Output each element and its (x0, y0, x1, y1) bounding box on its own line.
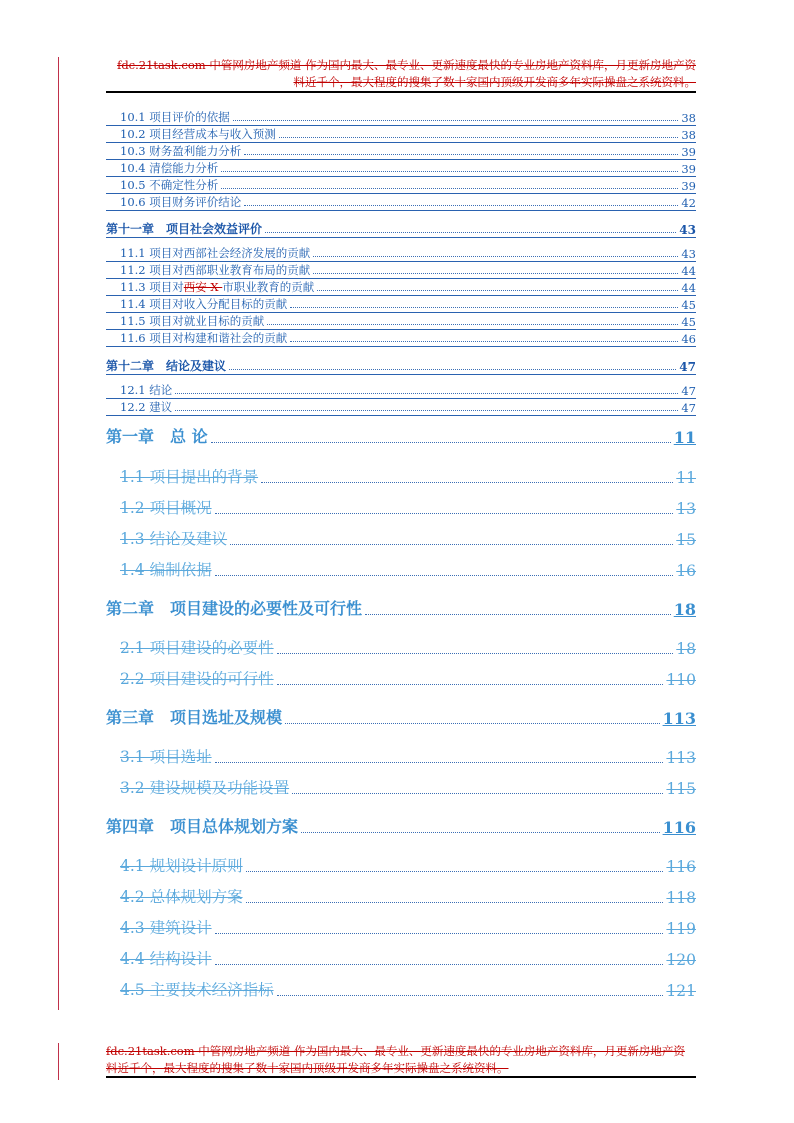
toc-chapter-11[interactable]: 第十一章 项目社会效益评价 43 (106, 219, 696, 238)
toc-entry-10-6[interactable]: 10.6 项目财务评价结论 42 (106, 194, 696, 211)
toc-entry-2-2[interactable]: 2.2 项目建设的可行性 110 (120, 670, 696, 689)
header-rule (106, 91, 696, 93)
toc-entry-3-1[interactable]: 3.1 项目选址 113 (120, 748, 696, 767)
toc-entry-10-1[interactable]: 10.1 项目评价的依据 38 (106, 109, 696, 126)
toc-entry-11-1[interactable]: 11.1 项目对西部社会经济发展的贡献 43 (106, 245, 696, 262)
footer-rule (106, 1076, 696, 1078)
toc-entry-11-4[interactable]: 11.4 项目对收入分配目标的贡献 45 (106, 296, 696, 313)
toc-entry-11-6[interactable]: 11.6 项目对构建和谐社会的贡献 46 (106, 330, 696, 347)
page-footer-text: fdc.21task.com 中管网房地产频道 作为国内最大、最专业、更新速度最快的专业房地产资料库，月更新房地产资料近千个，最大程度的搜集了数十家国内顶级开发商多年实际操盘之系统资料。 (106, 1044, 685, 1075)
toc-entry-1-3[interactable]: 1.3 结论及建议 15 (120, 530, 696, 549)
margin-line-bottom (58, 1043, 59, 1080)
toc-entry-10-3[interactable]: 10.3 财务盈利能力分析 39 (106, 143, 696, 160)
toc-chapter-3[interactable]: 第三章 项目选址及规模 113 (106, 708, 696, 728)
toc-chapter-1[interactable]: 第一章 总 论 11 (106, 427, 696, 447)
toc-entry-11-5[interactable]: 11.5 项目对就业目标的贡献 45 (106, 313, 696, 330)
toc-entry-10-2[interactable]: 10.2 项目经营成本与收入预测 38 (106, 126, 696, 143)
toc-entry-3-2[interactable]: 3.2 建设规模及功能设置 115 (120, 779, 696, 798)
toc-entry-4-4[interactable]: 4.4 结构设计 120 (120, 950, 696, 969)
toc-entry-1-2[interactable]: 1.2 项目概况 13 (120, 499, 696, 518)
toc-entry-11-3[interactable]: 11.3 项目对西安 X 市职业教育的贡献 44 (106, 279, 696, 296)
toc-entry-12-1[interactable]: 12.1 结论 47 (106, 382, 696, 399)
toc-entry-4-5[interactable]: 4.5 主要技术经济指标 121 (120, 981, 696, 1000)
toc-entry-10-4[interactable]: 10.4 清偿能力分析 39 (106, 160, 696, 177)
toc-chapter-4[interactable]: 第四章 项目总体规划方案 116 (106, 817, 696, 837)
toc-chapter-12[interactable]: 第十二章 结论及建议 47 (106, 356, 696, 375)
toc-chapter-2[interactable]: 第二章 项目建设的必要性及可行性 18 (106, 599, 696, 619)
toc-entry-4-2[interactable]: 4.2 总体规划方案 118 (120, 888, 696, 907)
toc-entry-1-1[interactable]: 1.1 项目提出的背景 11 (120, 468, 696, 487)
page-header-text: fdc.21task.com 中管网房地产频道 作为国内最大、最专业、更新速度最快的专业房地产资料库，月更新房地产资料近千个，最大程度的搜集了数十家国内顶级开发商多年实际操盘之系统资料。 (117, 58, 696, 89)
toc-entry-11-2[interactable]: 11.2 项目对西部职业教育布局的贡献 44 (106, 262, 696, 279)
toc-entry-12-2[interactable]: 12.2 建议 47 (106, 399, 696, 416)
toc-entry-10-5[interactable]: 10.5 不确定性分析 39 (106, 177, 696, 194)
toc-entry-4-1[interactable]: 4.1 规划设计原则 116 (120, 857, 696, 876)
toc-entry-2-1[interactable]: 2.1 项目建设的必要性 18 (120, 639, 696, 658)
margin-line-top (58, 57, 59, 1010)
toc-entry-4-3[interactable]: 4.3 建筑设计 119 (120, 919, 696, 938)
toc-entry-1-4[interactable]: 1.4 编制依据 16 (120, 561, 696, 580)
